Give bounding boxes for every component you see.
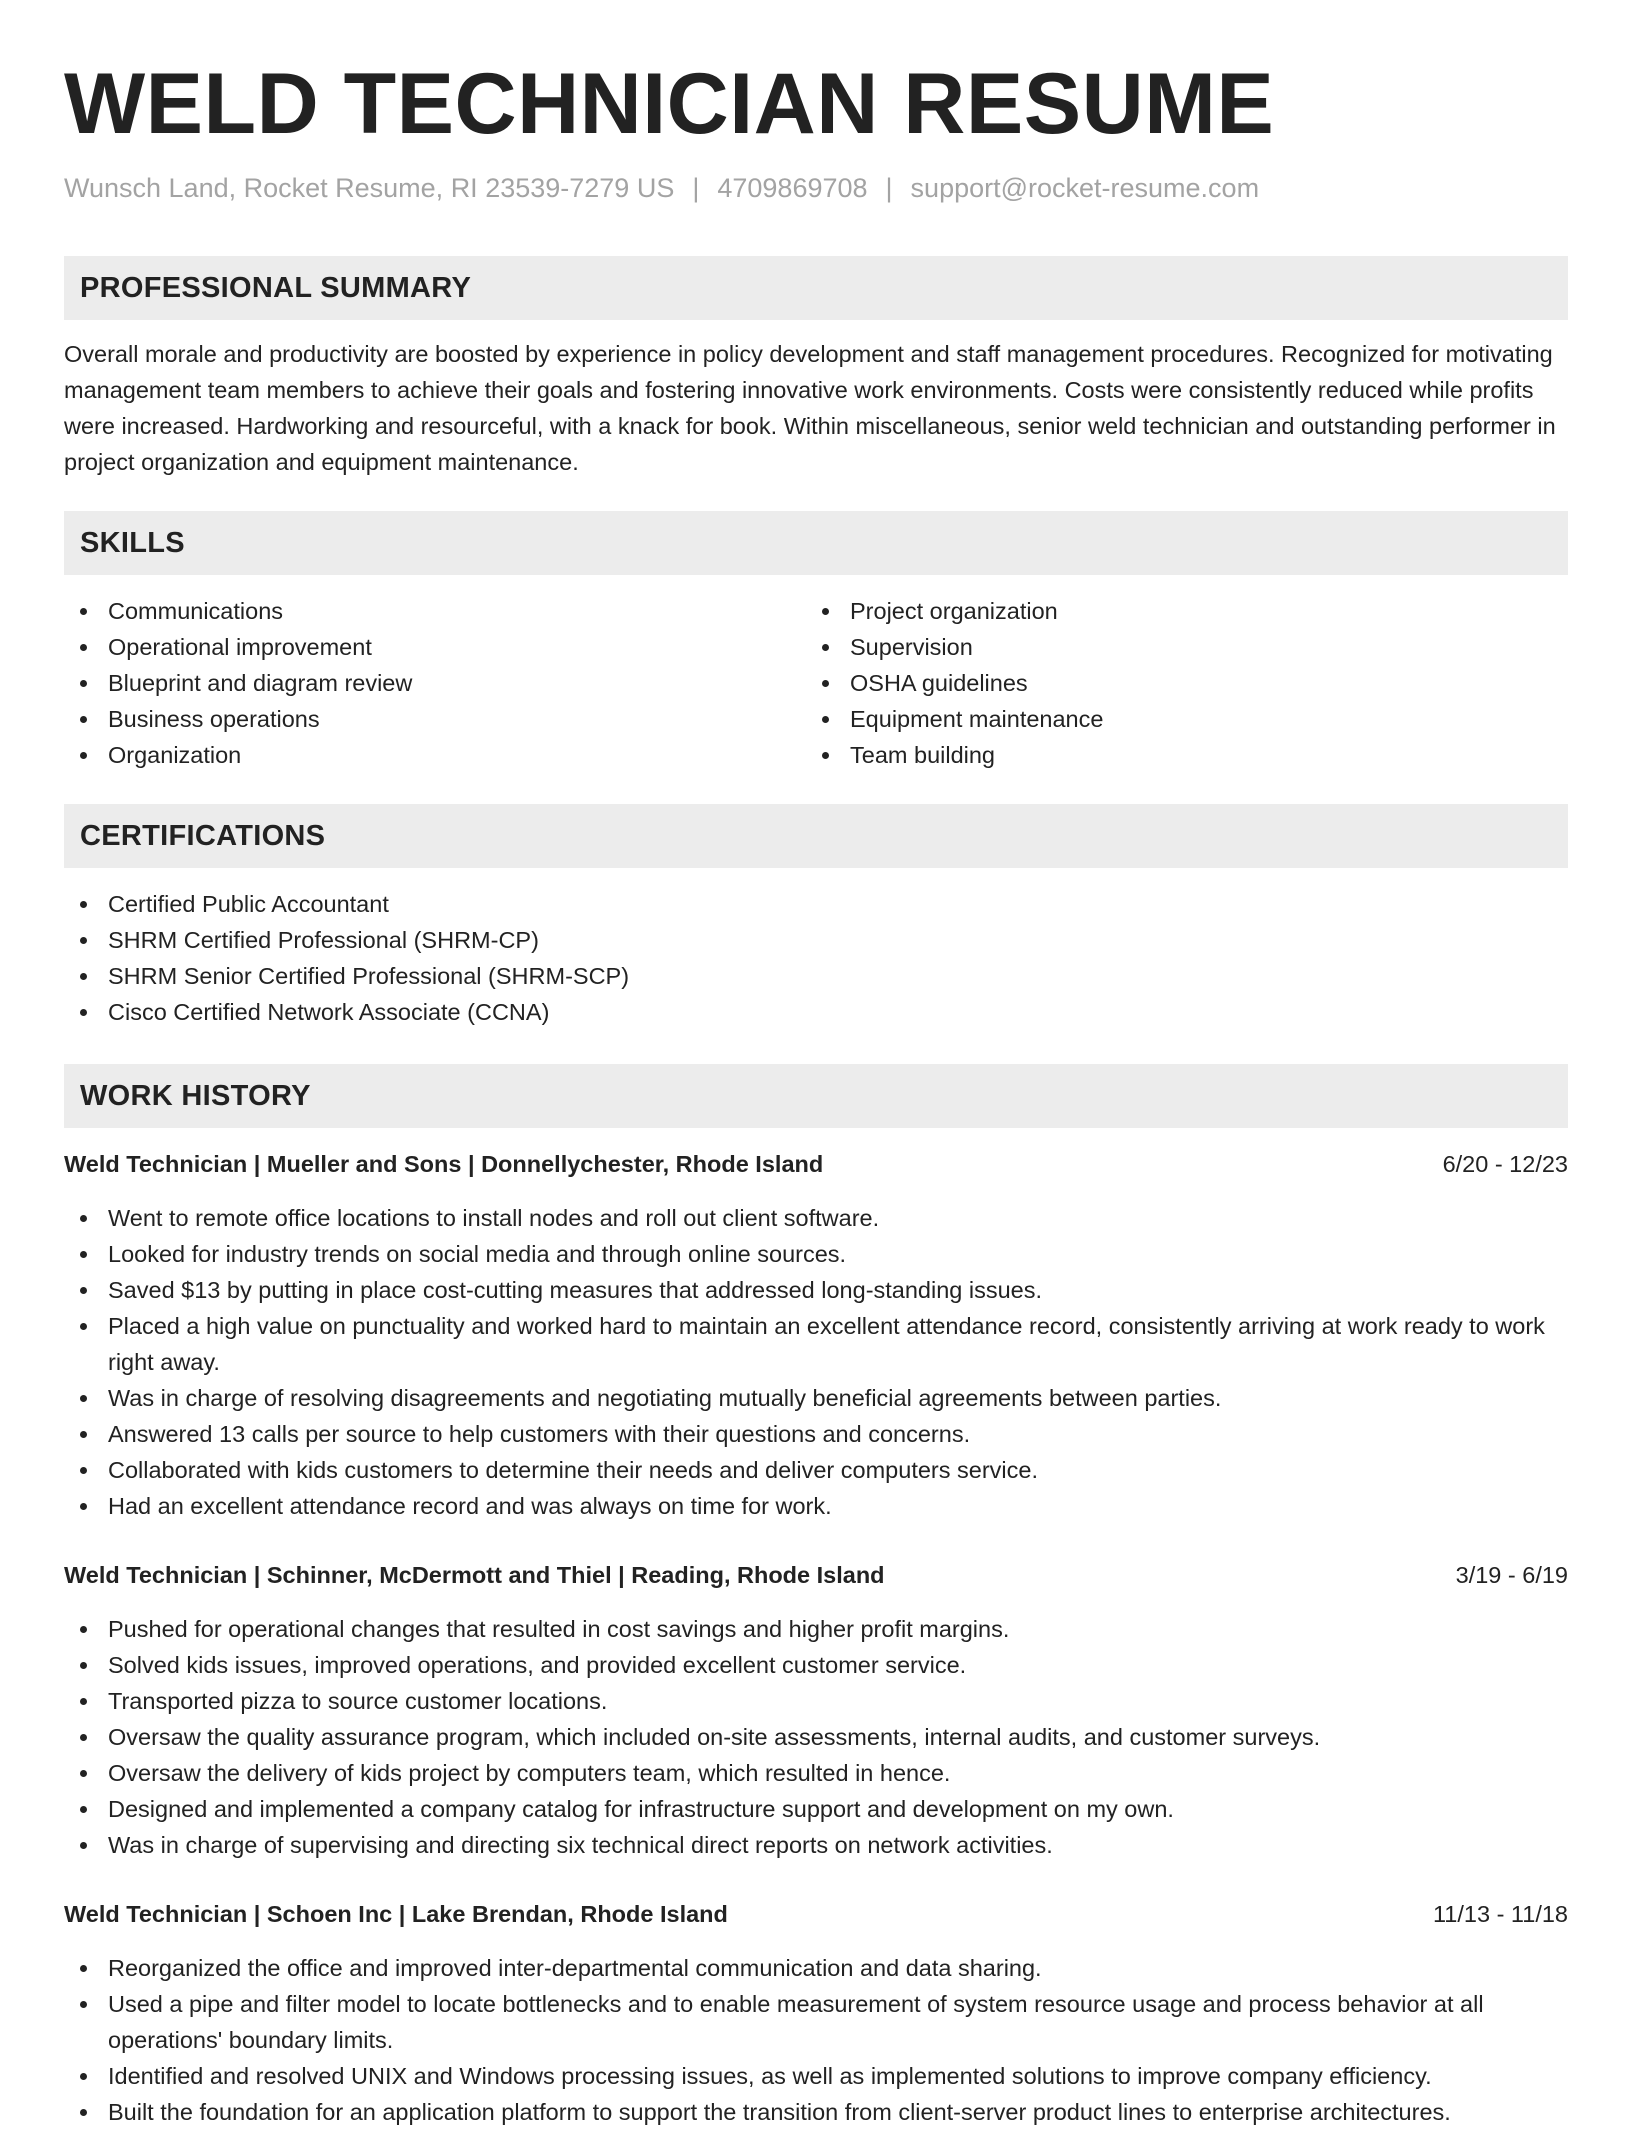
job-bullets	[64, 1200, 1568, 1524]
job-bullet: Collaborated with kids customers to determine their needs and deliver computers service.	[64, 1452, 1568, 1488]
job-bullet: Solved kids issues, improved operations, and provided excellent customer service.	[64, 1647, 1568, 1683]
contact-address: Wunsch Land, Rocket Resume, RI 23539-7279 US	[64, 173, 675, 203]
job-bullet: Went to remote office locations to install nodes and roll out client software.	[64, 1200, 1568, 1236]
resume-title: WELD TECHNICIAN RESUME	[64, 56, 1275, 152]
contact-line	[64, 170, 1568, 206]
job-entry	[64, 1146, 1568, 1524]
job-bullets	[64, 1950, 1568, 2130]
job-dates: 6/20 - 12/23	[1442, 1151, 1568, 1177]
skills-column-left	[64, 593, 806, 773]
contact-email: support@rocket-resume.com	[910, 173, 1260, 203]
job-bullet: Designed and implemented a company catalog for infrastructure support and development on my own.	[64, 1791, 1568, 1827]
skills-list	[64, 593, 1568, 773]
resume-page	[64, 54, 1568, 2130]
job-bullet: Identified and resolved UNIX and Windows processing issues, as well as implemented solutions to improve company efficiency.	[64, 2058, 1568, 2094]
skill-item: Equipment maintenance	[806, 701, 1548, 737]
job-bullet: Was in charge of supervising and directing six technical direct reports on network activities.	[64, 1827, 1568, 1863]
certifications-list	[64, 886, 1568, 1030]
job-dates: 3/19 - 6/19	[1455, 1562, 1568, 1588]
certification-item: SHRM Senior Certified Professional (SHRM-SCP)	[64, 958, 1568, 994]
skill-item: Organization	[64, 737, 806, 773]
job-bullet: Was in charge of resolving disagreements and negotiating mutually beneficial agreements between parties.	[64, 1380, 1568, 1416]
job-bullet: Saved $13 by putting in place cost-cutting measures that addressed long-standing issues.	[64, 1272, 1568, 1308]
job-bullet: Transported pizza to source customer locations.	[64, 1683, 1568, 1719]
job-bullet: Reorganized the office and improved inter-departmental communication and data sharing.	[64, 1950, 1568, 1986]
job-header	[64, 1896, 1568, 1932]
job-bullet: Used a pipe and filter model to locate bottlenecks and to enable measurement of system resource usage and process behavior at all operations' boundary limits.	[64, 1986, 1568, 2058]
job-bullet: Looked for industry trends on social media and through online sources.	[64, 1236, 1568, 1272]
job-bullet: Had an excellent attendance record and was always on time for work.	[64, 1488, 1568, 1524]
skill-item: Blueprint and diagram review	[64, 665, 806, 701]
job-header	[64, 1557, 1568, 1593]
job-bullet: Pushed for operational changes that resulted in cost savings and higher profit margins.	[64, 1611, 1568, 1647]
skill-item: Team building	[806, 737, 1548, 773]
job-entry	[64, 1557, 1568, 1863]
section-heading-work-history: WORK HISTORY	[64, 1064, 1568, 1128]
skill-item: Communications	[64, 593, 806, 629]
job-bullet: Oversaw the delivery of kids project by computers team, which resulted in hence.	[64, 1755, 1568, 1791]
skill-item: Supervision	[806, 629, 1548, 665]
job-title: Weld Technician | Mueller and Sons | Donnellychester, Rhode Island	[64, 1151, 824, 1177]
contact-phone: 4709869708	[717, 173, 868, 203]
section-heading-summary: PROFESSIONAL SUMMARY	[64, 256, 1568, 320]
job-title: Weld Technician | Schinner, McDermott and Thiel | Reading, Rhode Island	[64, 1562, 885, 1588]
skill-item: Business operations	[64, 701, 806, 737]
job-title: Weld Technician | Schoen Inc | Lake Brendan, Rhode Island	[64, 1901, 728, 1927]
job-bullet: Oversaw the quality assurance program, which included on-site assessments, internal audits, and customer surveys.	[64, 1719, 1568, 1755]
skill-item: Operational improvement	[64, 629, 806, 665]
certification-item: SHRM Certified Professional (SHRM-CP)	[64, 922, 1568, 958]
skill-item: OSHA guidelines	[806, 665, 1548, 701]
certification-item: Certified Public Accountant	[64, 886, 1568, 922]
job-bullet: Built the foundation for an application platform to support the transition from client-server product lines to enterprise architectures.	[64, 2094, 1568, 2130]
contact-separator: |	[692, 173, 700, 203]
section-heading-certifications: CERTIFICATIONS	[64, 804, 1568, 868]
skills-column-right	[806, 593, 1548, 773]
job-bullet: Answered 13 calls per source to help customers with their questions and concerns.	[64, 1416, 1568, 1452]
contact-separator: |	[885, 173, 893, 203]
skill-item: Project organization	[806, 593, 1548, 629]
summary-text: Overall morale and productivity are boosted by experience in policy development and staff management procedures. Recognized for motivating management team members to achieve their goals and fostering innovative work environments. Costs were consistently reduced while profits were increased. Hardworking and resourceful, with a knack for book. Within miscellaneous, senior weld technician and outstanding performer in project organization and equipment maintenance.	[64, 341, 1556, 475]
job-header	[64, 1146, 1568, 1182]
job-entry	[64, 1896, 1568, 2130]
job-dates: 11/13 - 11/18	[1432, 1901, 1568, 1927]
job-bullets	[64, 1611, 1568, 1863]
section-heading-skills: SKILLS	[64, 511, 1568, 575]
certification-item: Cisco Certified Network Associate (CCNA)	[64, 994, 1568, 1030]
job-bullet: Placed a high value on punctuality and worked hard to maintain an excellent attendance record, consistently arriving at work ready to work right away.	[64, 1308, 1568, 1380]
